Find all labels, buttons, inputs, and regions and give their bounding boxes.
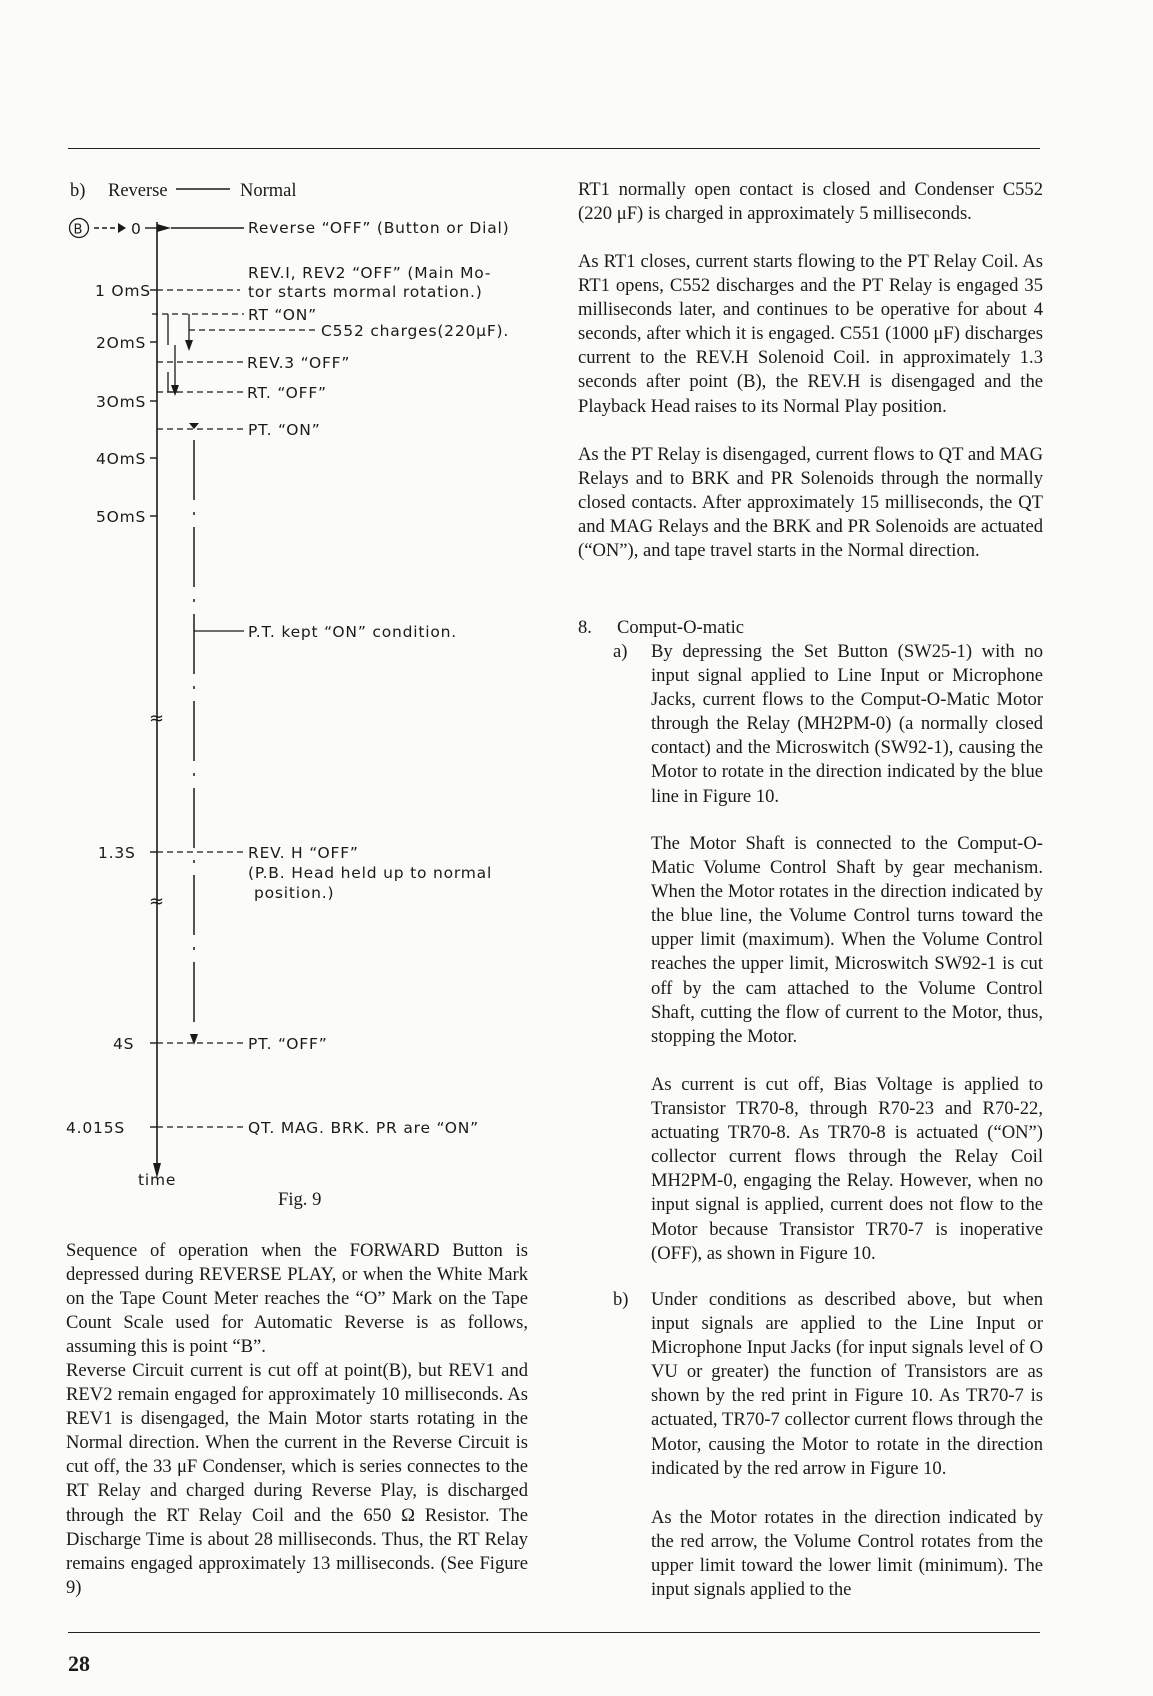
zero-mark: 0 [131, 220, 142, 238]
item-a-paragraph-3: As current is cut off, Bias Voltage is applied to Transistor TR70-8, through R70-23 and R70-22, actuating TR70-8. As TR70-8 is actuated (“ON”) collector current flows through the Relay Coil MH2PM-0, engaging the Relay. However, when no input signal is applied, current does not flow to the Motor because Transistor TR70-7 is inoperative (OFF), as shown in Figure 10. [651, 1074, 1043, 1264]
item-a-paragraph-2: The Motor Shaft is connected to the Comput-O-Matic Volume Control Shaft by gear mechanism. When the Motor rotates in the direction indicated by the blue line, the Volume Control turns toward the upper limit (maximum). When the Volume Control reaches the upper limit, Microswitch SW92-1 is cut off by the cam attached to the Volume Control Shaft, cutting the flow of current to the Motor, thus, stopping the Motor. [651, 833, 1043, 1047]
left-paragraph-1: Sequence of operation when the FORWARD Button is depressed during REVERSE PLAY, or when the White Mark on the Tape Count Meter reaches the “O” Mark on the Tape Count Scale used for Automatic Reverse is as follows, assuming this is point “B”. [66, 1240, 528, 1358]
page-number: 28 [68, 1651, 90, 1676]
event-qt-mag-brk-pr-on: QT. MAG. BRK. PR are “ON” [248, 1119, 480, 1137]
point-b-arrowhead [118, 223, 126, 233]
time-axis-label: time [138, 1171, 177, 1189]
section-title: Comput-O-matic [617, 617, 745, 638]
item-a-marker: a) [613, 641, 628, 662]
diagram-heading-to: Normal [240, 181, 297, 201]
right-paragraph-3: As the PT Relay is disengaged, current flows to QT and MAG Relays and to BRK and PR Solenoids through the normally closed contacts. After approximately 15 milliseconds, the QT and MAG Relays and the BRK and PR Solenoids are actuated (“ON”), and tape travel starts in the Normal direction. [578, 444, 1043, 562]
event-c552-charges: C552 charges(220μF). [321, 322, 510, 340]
item-a-paragraph-1: By depressing the Set Button (SW25-1) with no input signal applied to Line Input or Microphone Jacks, current flows to the Comput-O-Matic Motor through the Relay (MH2PM-0) (a normally closed contact) and the Microswitch (SW92-1), causing the Motor to rotate in the direction indicated by the blue line in Figure 10. [651, 641, 1043, 807]
bottom-rule [68, 1632, 1040, 1633]
right-paragraph-2: As RT1 closes, current starts flowing to the PT Relay Coil. As RT1 opens, C552 discharges and the PT Relay is engaged 35 milliseconds later, and continues to be operative for about 4 seconds, after which it is engaged. C551 (1000 μF) discharges current to the REV.H Solenoid Coil. in approximately 1.3 seconds after point (B), the REV.H is disengaged and the Playback Head raises to its Normal Play position. [578, 251, 1043, 417]
event-pt-kept-on: P.T. kept “ON” condition. [248, 623, 457, 641]
rev3-arrowhead [171, 385, 179, 396]
tick-label-50ms: 5OmS [96, 508, 147, 526]
diagram-heading-from: Reverse [108, 181, 168, 201]
item-b-paragraph-1: Under conditions as described above, but when input signals are applied to the Line Input or Microphone Input Jacks (for input signals level of O VU or greater) the function of Transistors are as shown by the red print in Figure 10. As TR70-7 is actuated, TR70-7 collector current flows through the Motor, causing the Motor to rotate in the direction indicated by the red arrow in Figure 10. [651, 1289, 1043, 1479]
event-rt-on: RT “ON” [248, 306, 317, 324]
item-b-marker: b) [613, 1289, 629, 1310]
timing-diagram [0, 0, 560, 1210]
figure-caption: Fig. 9 [278, 1189, 322, 1210]
tick-label-40ms: 4OmS [96, 450, 147, 468]
event-rev3-off: REV.3 “OFF” [247, 354, 351, 372]
reverse-off-arrowhead [157, 224, 171, 232]
event-rev1-rev2-cont: tor starts mormal rotation.) [248, 283, 483, 301]
event-rev-h-off: REV. H “OFF” [248, 844, 359, 862]
event-rev1-rev2-off: REV.I, REV2 “OFF” (Main Mo- [248, 264, 492, 282]
event-pt-on: PT. “ON” [248, 421, 321, 439]
diagram-heading-label: b) [70, 181, 86, 201]
c552-arrowhead [185, 340, 193, 351]
section-number: 8. [578, 617, 592, 638]
right-paragraph-1: RT1 normally open contact is closed and Condenser C552 (220 μF) is charged in approximately 5 milliseconds. [578, 179, 1043, 225]
event-rev-h-note-1: (P.B. Head held up to normal [248, 864, 493, 882]
event-rev-h-note-2: position.) [254, 884, 335, 902]
axis-break-1: ≈ [149, 708, 165, 729]
axis-break-2: ≈ [149, 891, 165, 912]
item-b-paragraph-2: As the Motor rotates in the direction indicated by the red arrow, the Volume Control rotates from the upper limit toward the lower limit (minimum). The input signals applied to the [651, 1507, 1043, 1601]
pt-on-arrowhead [189, 423, 199, 429]
event-reverse-off: Reverse “OFF” (Button or Dial) [248, 219, 510, 237]
tick-label-1-3s: 1.3S [98, 844, 136, 862]
tick-label-30ms: 3OmS [96, 393, 147, 411]
tick-label-4s: 4S [113, 1035, 135, 1053]
tick-label-10ms: 1 OmS [95, 282, 151, 300]
event-rt-off: RT. “OFF” [247, 384, 327, 402]
point-b-label: B [73, 222, 83, 238]
event-pt-off: PT. “OFF” [248, 1035, 328, 1053]
tick-label-20ms: 2OmS [96, 334, 147, 352]
left-paragraph-2: Reverse Circuit current is cut off at point(B), but REV1 and REV2 remain engaged for approximately 10 milliseconds. As REV1 is disengaged, the Main Motor starts rotating in the Normal direction. When the current in the Reverse Circuit is cut off, the 33 μF Condenser, which is series connectes to the RT Relay and charged during Reverse Play, is discharged through the RT Relay Coil and the 650 Ω Resistor. The Discharge Time is about 28 milliseconds. Thus, the RT Relay remains engaged approximately 13 milliseconds. (See Figure 9) [66, 1360, 528, 1598]
tick-label-4-015s: 4.015S [66, 1119, 126, 1137]
